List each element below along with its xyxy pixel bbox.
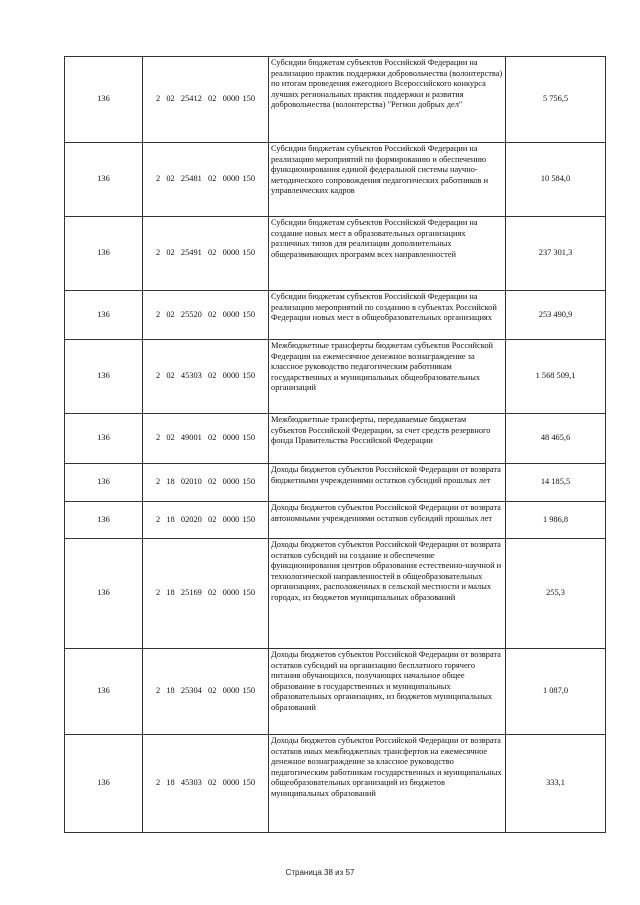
amount-cell: 1 568 509,1 [506, 340, 606, 414]
admin-code-cell: 136 [65, 735, 143, 833]
amount-cell: 1 087,0 [506, 649, 606, 735]
amount-cell: 10 584,0 [506, 143, 606, 217]
admin-code-cell: 136 [65, 414, 143, 464]
amount-cell: 1 986,8 [506, 502, 606, 539]
admin-code-cell: 136 [65, 340, 143, 414]
description-cell: Доходы бюджетов субъектов Российской Федерации от возврата автономными учреждениями остатков субсидий прошлых лет [269, 502, 506, 539]
amount-cell: 237 301,3 [506, 217, 606, 291]
description-cell: Субсидии бюджетам субъектов Российской Федерации на реализацию мероприятий по формированию и обеспечению функционирования единой федеральной системы научно-методического сопровождения педагогических работников и управленческих кадров [269, 143, 506, 217]
budget-code-cell: 2 02 25520 02 0000 150 [143, 291, 269, 340]
page-number: Страница 38 из 57 [285, 868, 355, 877]
admin-code-cell: 136 [65, 291, 143, 340]
admin-code-cell: 136 [65, 464, 143, 502]
table-row [65, 735, 606, 833]
table-row [65, 340, 606, 414]
table-row [65, 464, 606, 502]
table-row [65, 649, 606, 735]
amount-cell: 253 490,9 [506, 291, 606, 340]
amount-cell: 255,3 [506, 539, 606, 649]
description-cell: Субсидии бюджетам субъектов Российской Федерации на реализацию практик поддержки добровольчества (волонтерства) по итогам проведения ежегодного Всероссийского конкурса лучших региональных практик поддержки и развития добровольчества (волонтерства) "Регион добрых дел" [269, 57, 506, 143]
budget-code-cell: 2 02 25481 02 0000 150 [143, 143, 269, 217]
table-row [65, 291, 606, 340]
description-cell: Доходы бюджетов субъектов Российской Федерации от возврата бюджетными учреждениями остатков субсидий прошлых лет [269, 464, 506, 502]
budget-code-cell: 2 18 02020 02 0000 150 [143, 502, 269, 539]
description-cell: Доходы бюджетов субъектов Российской Федерации от возврата остатков иных межбюджетных трансфертов на ежемесячное денежное вознаграждение за классное руководство педагогическим работникам государственных и муниципальных общеобразовательных организаций из бюджетов муниципальных образований [269, 735, 506, 833]
admin-code-cell: 136 [65, 649, 143, 735]
revenue-table [64, 56, 606, 833]
admin-code-cell: 136 [65, 539, 143, 649]
description-cell: Доходы бюджетов субъектов Российской Федерации от возврата остатков субсидий на организацию бесплатного горячего питания обучающихся, получающих начальное общее образование в государственных и муниципальных образовательных организациях, из бюджетов муниципальных образований [269, 649, 506, 735]
table-row [65, 414, 606, 464]
amount-cell: 14 185,5 [506, 464, 606, 502]
description-cell: Субсидии бюджетам субъектов Российской Федерации на реализацию мероприятий по созданию в субъектах Российской Федерации новых мест в общеобразовательных организациях [269, 291, 506, 340]
description-cell: Межбюджетные трансферты, передаваемые бюджетам субъектов Российской Федерации, за счет средств резервного фонда Правительства Российской Федерации [269, 414, 506, 464]
description-cell: Межбюджетные трансферты бюджетам субъектов Российской Федерации на ежемесячное денежное вознаграждение за классное руководство педагогическим работникам государственных и муниципальных общеобразовательных организаций [269, 340, 506, 414]
description-cell: Субсидии бюджетам субъектов Российской Федерации на создание новых мест в образовательных организациях различных типов для реализации дополнительных общеразвивающих программ всех направленностей [269, 217, 506, 291]
table-row [65, 502, 606, 539]
admin-code-cell: 136 [65, 502, 143, 539]
budget-code-cell: 2 18 02010 02 0000 150 [143, 464, 269, 502]
table-row [65, 217, 606, 291]
table-row [65, 143, 606, 217]
budget-code-cell: 2 02 25412 02 0000 150 [143, 57, 269, 143]
budget-code-cell: 2 02 25491 02 0000 150 [143, 217, 269, 291]
description-cell: Доходы бюджетов субъектов Российской Федерации от возврата остатков субсидий на создание и обеспечение функционирования центров образования естественно-научной и технологической направленностей в общеобразовательных организациях, расположенных в сельской местности и малых городах, из бюджетов муниципальных образований [269, 539, 506, 649]
table-row [65, 539, 606, 649]
admin-code-cell: 136 [65, 143, 143, 217]
table-row [65, 57, 606, 143]
amount-cell: 333,1 [506, 735, 606, 833]
admin-code-cell: 136 [65, 217, 143, 291]
amount-cell: 48 465,6 [506, 414, 606, 464]
amount-cell: 5 756,5 [506, 57, 606, 143]
budget-code-cell: 2 02 49001 02 0000 150 [143, 414, 269, 464]
budget-code-cell: 2 18 45303 02 0000 150 [143, 735, 269, 833]
budget-code-cell: 2 02 45303 02 0000 150 [143, 340, 269, 414]
budget-code-cell: 2 18 25304 02 0000 150 [143, 649, 269, 735]
admin-code-cell: 136 [65, 57, 143, 143]
budget-code-cell: 2 18 25169 02 0000 150 [143, 539, 269, 649]
